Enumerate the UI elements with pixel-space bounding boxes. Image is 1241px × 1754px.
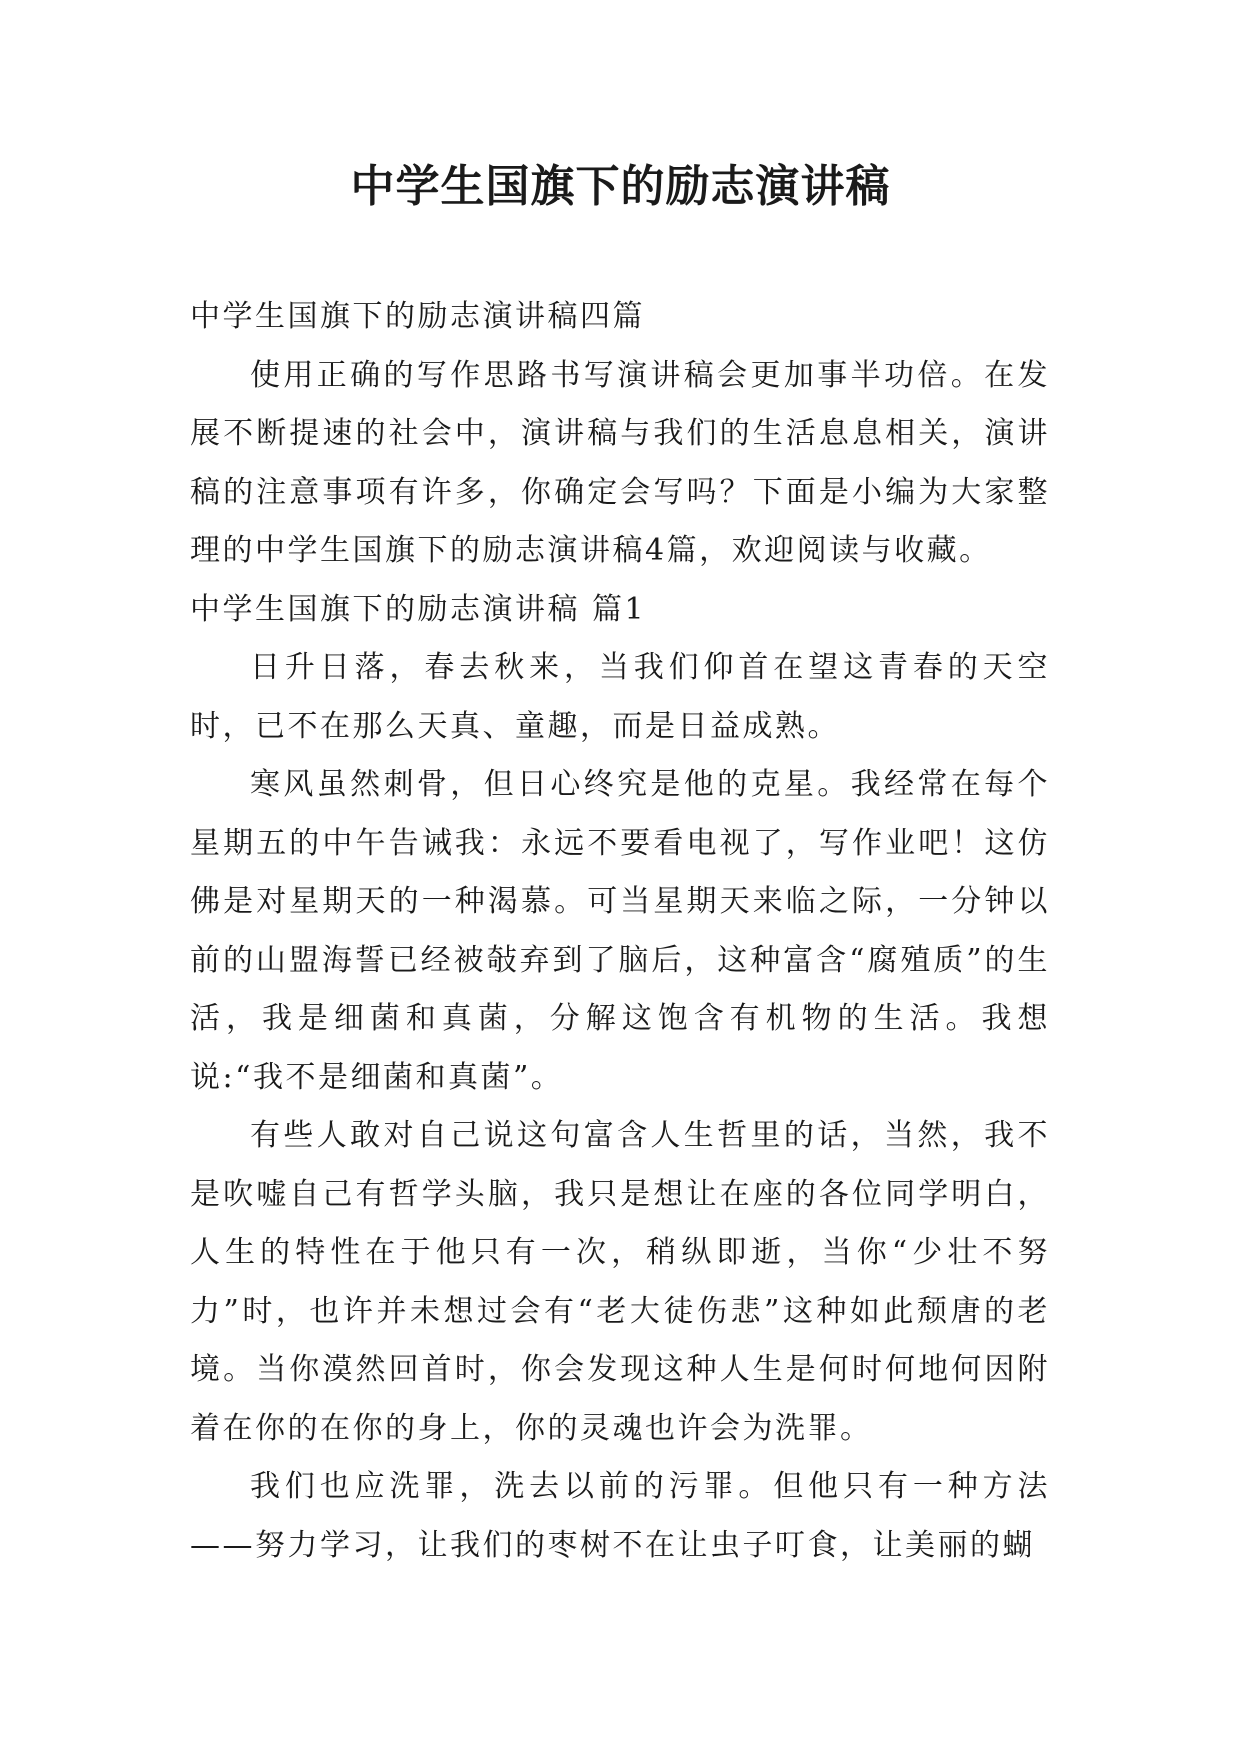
body-paragraph-1: 日升日落，春去秋来，当我们仰首在望这青春的天空时，已不在那么天真、童趣，而是日益成熟。	[190, 650, 1050, 744]
document-body	[190, 288, 1050, 1575]
document-title: 中学生国旗下的励志演讲稿	[350, 161, 891, 212]
body-paragraph-3: 有些人敢对自己说这句富含人生哲里的话，当然，我不是吹嘘自己有哲学头脑，我只是想让在座的各位同学明白，人生的特性在于他只有一次，稍纵即逝，当你“少壮不努力”时，也许并未想过会有“老大徒伤悲”这种如此颓唐的老境。当你漠然回首时，你会发现这种人生是何时何地何因附着在你的在你的身上，你的灵魂也许会为洗罪。	[190, 1118, 1050, 1446]
section-heading: 中学生国旗下的励志演讲稿 篇1	[190, 591, 647, 627]
body-paragraph-2: 寒风虽然刺骨，但日心终究是他的克星。我经常在每个星期五的中午告诫我：永远不要看电视了，写作业吧！这仿佛是对星期天的一种渴慕。可当星期天来临之际，一分钟以前的山盟海誓已经被敧弃到了脑后，这种富含“腐殖质”的生活，我是细菌和真菌，分解这饱含有机物的生活。我想说:“我不是细菌和真菌”。	[190, 767, 1050, 1095]
intro-paragraph: 使用正确的写作思路书写演讲稿会更加事半功倍。在发展不断提速的社会中，演讲稿与我们的生活息息相关，演讲稿的注意事项有许多，你确定会写吗？下面是小编为大家整理的中学生国旗下的励志演讲稿4篇，欢迎阅读与收藏。	[190, 357, 1050, 568]
document-subtitle: 中学生国旗下的励志演讲稿四篇	[190, 299, 645, 334]
body-paragraph-4: 我们也应洗罪，洗去以前的污罪。但他只有一种方法——努力学习，让我们的枣树不在让虫子叮食，让美丽的蝴	[190, 1469, 1050, 1563]
